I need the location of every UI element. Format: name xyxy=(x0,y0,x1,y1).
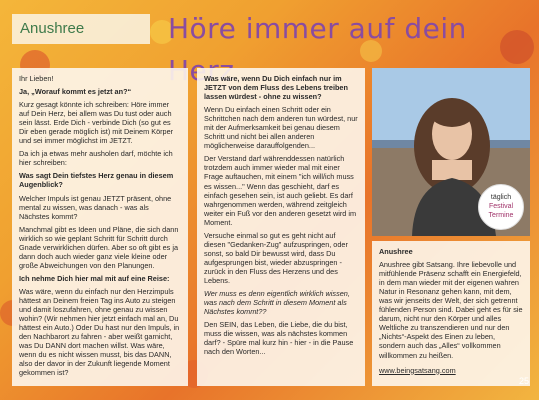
paragraph: Der Verstand darf währenddessen natürlich trotzdem auch immer wieder mal mit einer Frage auftauchen, mit einem "ich will/ich muss es wissen..." Wenn das geschieht, darf es einfach gesehen sein, ist auch geliebt. Es darf wahrgenommen werden, während zeitgleich weiter ein Fuß vor den anderen gesetzt wird im Moment. xyxy=(204,154,357,227)
author-bio xyxy=(372,241,530,386)
paragraph: Wenn Du einfach einen Schritt oder ein Schrittchen nach dem anderen tun würdest, nur mit der Aufmerksamkeit bei genau diesem Schritt und nicht bei allen anderen möglicherweise darauffolgenden... xyxy=(204,105,358,151)
paragraph: Welcher Impuls ist genau JETZT präsent, ohne mental zu wissen, was danach - was als Nächstes kommt? xyxy=(19,193,172,221)
page-title: Höre immer auf dein xyxy=(168,12,467,45)
page-header xyxy=(0,0,539,62)
paragraph: Was wäre, wenn Du Dich einfach nur im JETZT von dem Fluss des Lebens treiben lassen würdest - ohne zu wissen? xyxy=(204,74,348,102)
sidebar-column xyxy=(372,68,530,386)
article-column-1 xyxy=(12,68,188,386)
paragraph: Manchmal gibt es Ideen und Pläne, die sich dann wirklich so wie geplant Schritt für Schritt durch Gnade verwirklichen dürfen. Aber so oft gibt es ja dann doch auch wieder ganz viele kleine oder große Abweichungen von den Planungen. xyxy=(19,224,179,270)
paragraph: Was wäre, wenn du einfach nur den Herzimpuls hättest an Deinem freien Tag ins Auto zu steigen und damit loszufahren, ohne genau zu wissen wohin? (Wir nehmen hier jetzt einfach mal an, Du hättest ein Auto.) Oder Du hast nur den Impuls, in den Nachbarort zu fahren - aber weißt garnicht, was Du DANN dort machen willst. Was wäre, wenn du es nicht wissen musst, bis das DANN, also der davor in der Zukunft liegende Moment gekommen ist? xyxy=(19,286,180,378)
author-name: Anushree xyxy=(12,14,150,44)
paragraph: Ihr Lieben! xyxy=(19,74,54,83)
paragraph: Was sagt Dein tiefstes Herz genau in diesem Augenblick? xyxy=(19,171,174,190)
website-link[interactable]: www.beingsatsang.com xyxy=(379,365,456,375)
event-badge xyxy=(478,184,524,230)
paragraph: Ich nehme Dich hier mal mit auf eine Reise: xyxy=(19,273,170,283)
badge-dates: Termine xyxy=(488,212,514,219)
paragraph: Versuche einmal so gut es geht nicht auf diesen "Gedanken-Zug" aufzuspringen, oder sonst, so bald Dir bewusst wird, dass Du aufgesprungen bist, wieder abzuspringen - zurück in den Fluss des Herzens und des Lebens. xyxy=(204,230,348,285)
badge-daily: täglich xyxy=(490,194,512,201)
author-photo xyxy=(372,68,530,236)
paragraph: Ja, „Worauf kommt es jetzt an?“ xyxy=(19,87,132,97)
paragraph: Wer muss es denn eigentlich wirklich wissen, was nach dem Schritt in diesem Moment als Nächstes kommt?? xyxy=(204,289,350,317)
page-number: 25 xyxy=(518,376,529,386)
paragraph: Da ich ja etwas mehr ausholen darf, möchte ich hier schreiben: xyxy=(19,149,173,168)
bio-heading: Anushree xyxy=(379,247,413,256)
badge-festival: Festival xyxy=(488,203,514,210)
paragraph: Den SEIN, das Leben, die Liebe, die du bist, muss die wissen, was als nächstes kommen darf? - Spüre mal kurz hin - hier - in die Pause nach den Worten... xyxy=(204,320,354,357)
article-column-2 xyxy=(197,68,365,386)
bio-text: Anushree gibt Satsang. Ihre liebevolle und mitfühlende Präsenz schafft ein Energiefeld, in dem man wieder mit der eigenen wahren Natur in Resonanz gehen kann, mit dem, was wir jenseits der Welt, der sich getrennt fühlenden Person sind. Dabei geht es für sie darum, nicht nur den Körper und alles Weltliche zu transzendieren und nur den „Nichts“-Aspekt des Einen zu leben, sondern auch das „Alles“ vollkommen willkommen zu heißen. xyxy=(379,260,523,360)
paragraph: Kurz gesagt könnte ich schreiben: Höre immer auf Dein Herz, bei allem was Du tust oder auch sein lässt. Erde Dich - verbinde Dich (so gut es Dir eben gerade möglich ist) mit Deinem Körper und sei immer möglichst im JETZT. xyxy=(19,100,174,146)
